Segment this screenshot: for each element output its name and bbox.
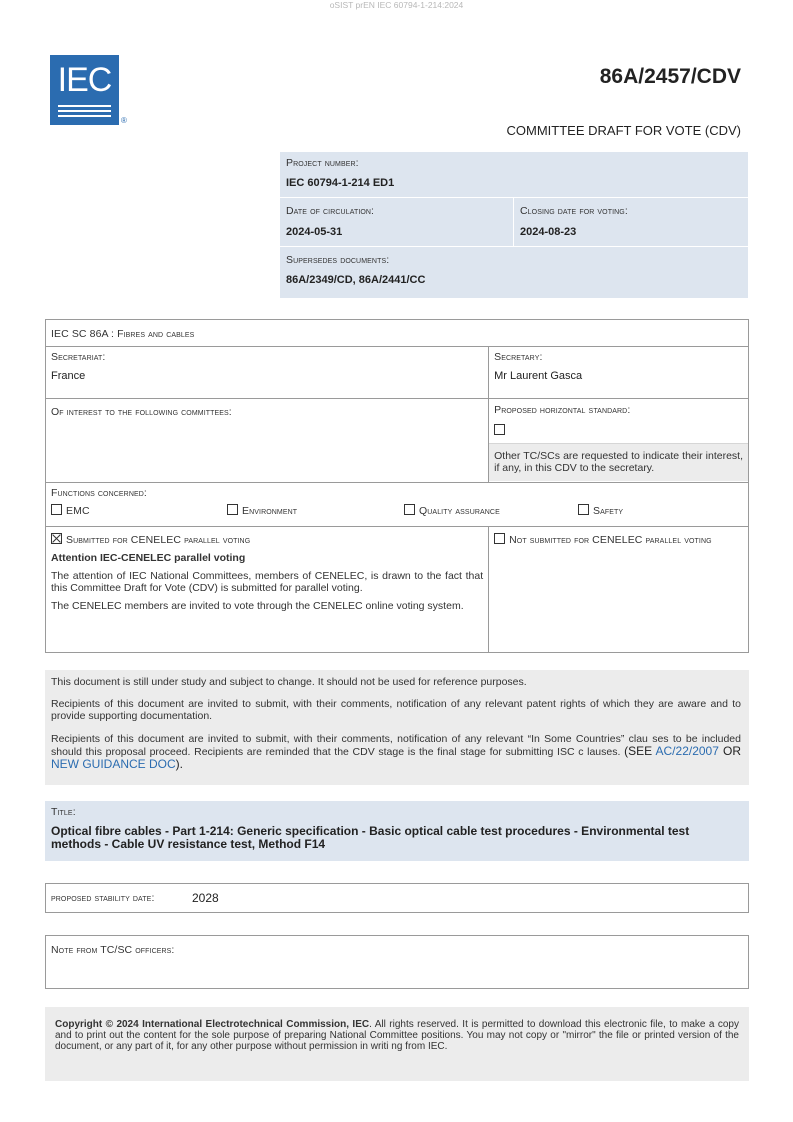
project-number-cell — [280, 152, 748, 198]
copyright-body: . All rights reserved. It is permitted to download this electronic file, to make a copy and to print out the content for the sole purpose of preparing National Committee positions. You may not copy or "mirror" the file or printed version of the document, or any part of it, for any other purpose without permission in writi ng from IEC. — [55, 1019, 739, 1052]
functions-label: Functions concerned: — [51, 487, 147, 499]
horizontal-note: Other TC/SCs are requested to indicate their interest, if any, in this CDV to the secretary. — [489, 443, 748, 481]
secretary-value: Mr Laurent Gasca — [494, 370, 583, 382]
notice-paragraph-3 — [51, 733, 741, 771]
see-text: (SEE — [624, 744, 656, 758]
document-number: 86A/2457/CDV — [599, 65, 741, 88]
note-label: Note from TC/SC officers: — [51, 944, 175, 956]
function-emc[interactable] — [51, 504, 90, 517]
stability-box — [45, 883, 749, 913]
quality-label: Quality assurance — [419, 505, 500, 517]
document-title: Optical fibre cables - Part 1-214: Generic specification - Basic optical cable test procedures - Environmental test methods - Cable UV resistance test, Method F14 — [51, 824, 690, 851]
functions-cell — [46, 483, 749, 527]
horizontal-checkbox[interactable] — [494, 424, 505, 435]
horizontal-label: Proposed horizontal standard: — [494, 404, 631, 416]
supersedes-cell — [280, 247, 748, 298]
secretariat-label: Secretariat: — [51, 351, 106, 363]
cenelec-submitted-checkbox[interactable] — [51, 533, 62, 544]
function-safety[interactable] — [578, 504, 623, 517]
notice-box — [45, 670, 749, 785]
cenelec-submitted-option[interactable] — [51, 533, 483, 546]
copyright-bold: Copyright © 2024 International Electrotechnical Commission, IEC — [55, 1019, 370, 1030]
safety-label: Safety — [593, 505, 624, 517]
logo-text: IEC — [57, 61, 112, 99]
interest-label: Of interest to the following committees: — [51, 406, 232, 418]
secretary-label: Secretary: — [494, 351, 543, 363]
quality-checkbox[interactable] — [404, 504, 415, 515]
supersedes-label: Supersedes documents: — [286, 254, 390, 266]
attention-paragraph-2: The CENELEC members are invited to vote through the CENELEC online voting system. — [51, 600, 464, 612]
secretariat-value: France — [51, 370, 86, 382]
see-close-text: ). — [175, 757, 184, 771]
stability-value: 2028 — [192, 891, 219, 905]
iec-logo — [50, 55, 119, 125]
interest-cell — [46, 399, 489, 483]
notice-paragraph-2: Recipients of this document are invited to submit, with their comments, notification of any relevant patent rights of which they are aware and to provide supporting documentation. — [51, 698, 741, 722]
cenelec-submitted-cell — [46, 527, 489, 653]
supersedes-value: 86A/2349/CD, 86A/2441/CC — [286, 274, 426, 286]
environment-checkbox[interactable] — [227, 504, 238, 515]
project-number-label: Project number: — [286, 157, 359, 169]
emc-checkbox[interactable] — [51, 504, 62, 515]
committee-table — [45, 319, 749, 653]
circulation-cell — [280, 198, 514, 247]
or-text: OR — [718, 744, 741, 758]
functions-row — [51, 504, 743, 520]
logo-line — [58, 110, 111, 112]
attention-paragraph-1: The attention of IEC National Committees, members of CENELEC, is drawn to the fact that this Committee Draft for Vote (CDV) is submitted for parallel voting. — [51, 570, 484, 594]
function-environment[interactable] — [227, 504, 297, 517]
cenelec-not-submitted-label: Not submitted for CENELEC parallel voting — [509, 534, 712, 546]
closing-date: 2024-08-23 — [520, 226, 577, 238]
note-box — [45, 935, 749, 989]
stability-label: proposed stability date: — [51, 892, 155, 904]
attention-heading: Attention IEC-CENELEC parallel voting — [51, 552, 246, 564]
cenelec-not-submitted-checkbox[interactable] — [494, 533, 505, 544]
function-quality[interactable] — [404, 504, 500, 517]
copyright-text — [55, 1019, 739, 1052]
copyright-box — [45, 1007, 749, 1081]
horizontal-cell — [489, 399, 749, 483]
committee-title — [46, 320, 749, 347]
registered-mark: ® — [121, 116, 127, 125]
safety-checkbox[interactable] — [578, 504, 589, 515]
notice-paragraph-1: This document is still under study and subject to change. It should not be used for reference purposes. — [51, 676, 527, 688]
secretariat-cell — [46, 347, 489, 399]
emc-label: EMC — [66, 505, 90, 517]
new-guidance-doc-link[interactable]: NEW GUIDANCE DOC — [51, 757, 176, 771]
document-type: COMMITTEE DRAFT FOR VOTE (CDV) — [506, 123, 741, 138]
logo-line — [58, 105, 111, 107]
environment-label: Environment — [242, 505, 298, 517]
closing-label: Closing date for voting: — [520, 205, 628, 217]
project-info-block — [280, 152, 748, 298]
watermark: oSIST prEN IEC 60794-1-214:2024 — [329, 0, 464, 10]
cenelec-not-submitted-option[interactable] — [494, 533, 743, 546]
secretary-cell — [489, 347, 749, 399]
title-label: Title: — [51, 806, 76, 818]
project-number-value: IEC 60794-1-214 ED1 — [286, 177, 395, 189]
notice-paragraph-3-text: Recipients of this document are invited to submit, with their comments, notification of any relevant “In Some Countries” clau ses to be included should this proposal proceed. Recipients are reminded that the CDV stage is the final stage for submitting ISC c lauses. — [51, 733, 741, 758]
committee-title-text: IEC SC 86A : Fibres and cables — [51, 328, 195, 340]
circulation-date: 2024-05-31 — [286, 226, 343, 238]
closing-cell — [514, 198, 748, 247]
title-box — [45, 801, 749, 861]
logo-line — [58, 115, 111, 117]
circulation-label: Date of circulation: — [286, 205, 375, 217]
ac-22-2007-link[interactable]: AC/22/2007 — [655, 744, 719, 758]
cenelec-submitted-label: Submitted for CENELEC parallel voting — [66, 534, 251, 546]
cenelec-not-submitted-cell — [489, 527, 749, 653]
